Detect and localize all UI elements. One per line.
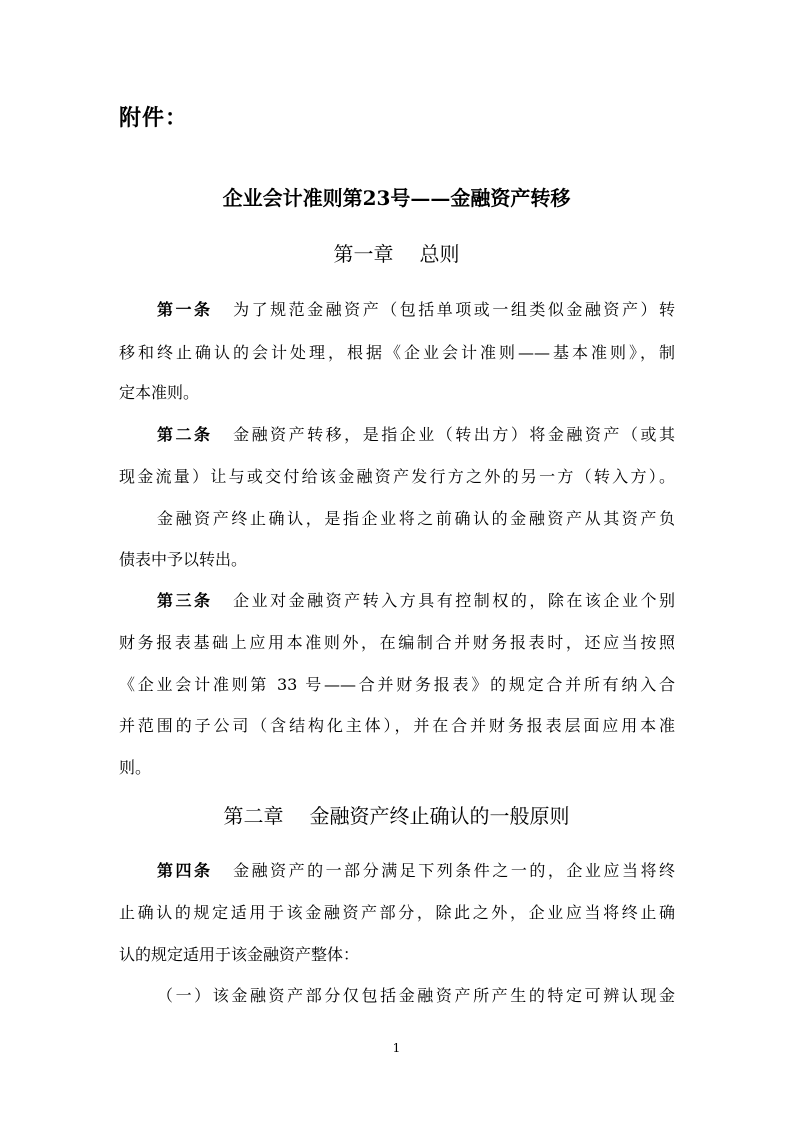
chapter-2-number: 第二章: [223, 804, 284, 828]
attachment-label: 附件：: [119, 105, 189, 131]
article-3-line-2: 财务报表基础上应用本准则外，在编制合并财务报表时，还应当按照: [119, 633, 675, 652]
article-4-text-1: 金融资产的一部分满足下列条件之一的，企业应当将终: [230, 861, 675, 880]
article-4-line-3: 认的规定适用于该金融资产整体：: [119, 945, 360, 964]
article-2-line-2: 现金流量）让与或交付给该金融资产发行方之外的另一方（转入方）。: [119, 467, 675, 486]
article-1-line-2: 移和终止确认的会计处理，根据《企业会计准则——基本准则》，制: [119, 343, 675, 362]
article-1-label: 第一条: [157, 300, 213, 319]
item-1-line-1: （一）该金融资产部分仅包括金融资产所产生的特定可辨认现金: [157, 986, 675, 1005]
article-2-line-1: [157, 425, 675, 445]
chapter-1-heading: [0, 238, 793, 267]
article-2-para2-line-2: 债表中予以转出。: [119, 550, 248, 569]
article-3-line-4: 并范围的子公司（含结构化主体），并在合并财务报表层面应用本准: [119, 716, 675, 735]
article-1-line-1: [157, 300, 675, 320]
chapter-1-number: 第一章: [333, 242, 394, 266]
article-3-text-1: 企业对金融资产转入方具有控制权的，除在该企业个别: [230, 591, 675, 610]
article-2-para2-line-1: 金融资产终止确认，是指企业将之前确认的金融资产从其资产负: [157, 509, 675, 528]
article-3-line-1: [157, 591, 675, 611]
article-3-label: 第三条: [157, 591, 213, 610]
chapter-1-name: 总则: [419, 242, 460, 266]
document-title: 企业会计准则第23号——金融资产转移: [222, 186, 571, 210]
chapter-2-name: 金融资产终止确认的一般原则: [309, 804, 570, 828]
article-4-line-1: [157, 861, 675, 881]
page-number: 1: [392, 1041, 401, 1055]
chapter-2-heading: [0, 800, 793, 829]
article-3-line-5: 则。: [119, 758, 152, 777]
article-2-label: 第二条: [157, 425, 213, 444]
article-1-text-1: 为了规范金融资产（包括单项或一组类似金融资产）转: [230, 300, 675, 319]
article-4-label: 第四条: [157, 861, 213, 880]
article-2-text-1: 金融资产转移，是指企业（转出方）将金融资产（或其: [230, 425, 675, 444]
article-3-line-3: 《企业会计准则第 33 号——合并财务报表》的规定合并所有纳入合: [119, 675, 675, 694]
article-4-line-2: 止确认的规定适用于该金融资产部分，除此之外，企业应当将终止确: [119, 903, 675, 922]
article-1-line-3: 定本准则。: [119, 383, 200, 402]
